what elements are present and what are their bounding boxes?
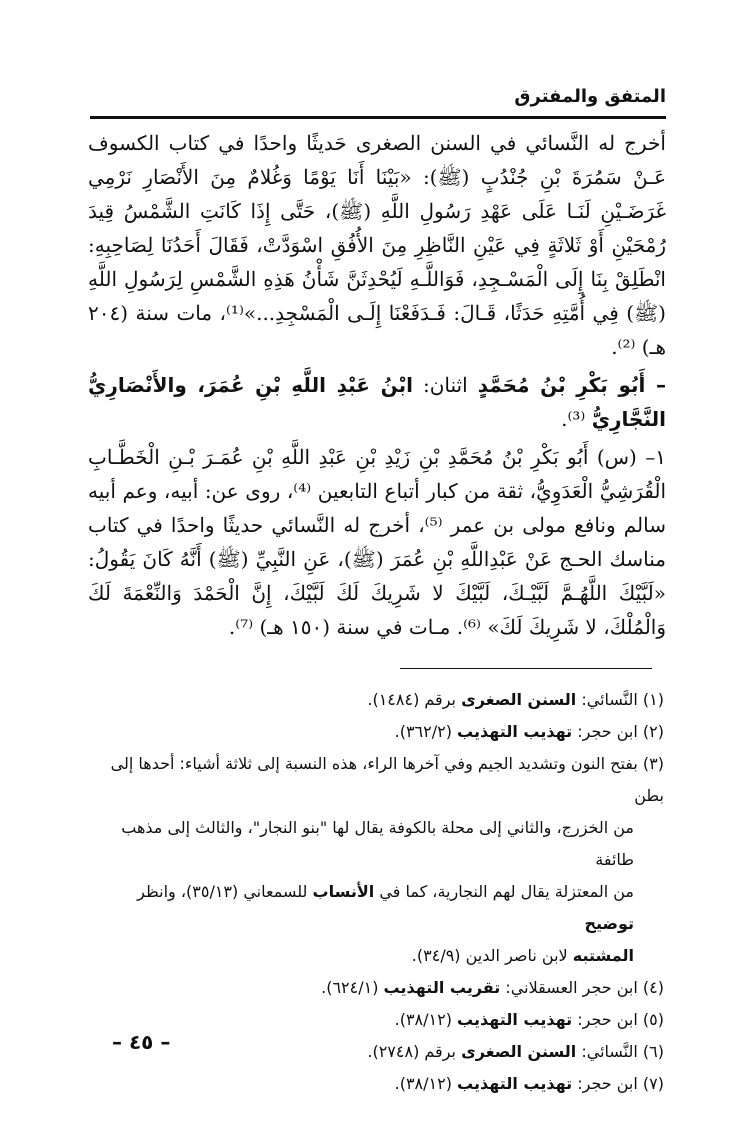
footnote-4: (٤) ابن حجر العسقلاني: تقريب التهذيب (٦٢٤/١). <box>321 978 664 997</box>
entry-names: ابْنُ عَبْدِ اللَّهِ بْنِ عُمَرَ، والأَنْصَارِيُّ النَّجَّارِيُّ <box>88 373 666 431</box>
entry-count: اثنان: <box>422 373 468 397</box>
footnotes <box>88 684 664 1100</box>
footnote-3: (٣) بفتح النون وتشديد الجيم وفي آخرها الراء، هذه النسبة إلى ثلاثة أشياء: أحدها إلى بطن من الخزرج، والثاني إلى محلة بالكوفة يقال لها "بنو النجار"، والثالث إلى مذهب طائفة من المعتزلة يقال لهم النجارية، كما في الأنساب للسمعاني (٣٥/١٣)، وانظر توضيح المشتبه لابن ناصر الدين (٣٤/٩). <box>110 754 664 965</box>
entry-heading: – أَبُو بَكْرِ بْنُ مُحَمَّدٍ <box>477 373 666 397</box>
footnote-7: (٧) ابن حجر: تهذيب التهذيب (٣٨/١٢). <box>394 1074 664 1093</box>
footnote-5: (٥) ابن حجر: تهذيب التهذيب (٣٨/١٢). <box>394 1010 664 1029</box>
main-text <box>88 126 666 644</box>
footnote-ref-3: ⁽³⁾. <box>561 407 586 431</box>
paragraph-1: أخرج له النَّسائي في السنن الصغرى حَديثًا واحدًا في كتاب الكسوف عَـنْ سَمُرَةَ بْنِ جُنْدُبٍ (ﷺ): «بَيْنَا أَنَا يَوْمًا وَغُلامٌ مِنَ الأَنْصَارِ نَرْمِي غَرَضَـيْنِ لَنَـا عَلَى عَهْدِ رَسُولِ اللَّهِ (ﷺ)، حَتَّى إِذَا كَانَتِ الشَّمْسُ قِيدَ رُمْحَيْنِ أَوْ ثَلاثَةٍ فِي عَيْنِ النَّاظِرِ مِنَ الأُفُقِ اسْوَدَّتْ، فَقَالَ أَحَدُنَا لِصَاحِبِهِ: انْطَلِقْ بِنَا إِلَى الْمَسْـجِدِ، فَوَاللَّـهِ لَيُحْدِثَنَّ شَأْنُ هَذِهِ الشَّمْسِ لِرَسُولِ اللَّهِ (ﷺ) فِي أُمَّتِهِ حَدَثًا، قَـالَ: فَـدَفَعْنَا إِلَـى الْمَسْجِدِ...»⁽¹⁾، مات سنة (٢٠٤ هـ) ⁽²⁾. <box>88 131 666 359</box>
footnote-6: (٦) النَّسائي: السنن الصغرى برقم (٢٧٤٨). <box>367 1042 664 1061</box>
paragraph-3: ١– (س) أَبُو بَكْرِ بْنُ مُحَمَّدِ بْنِ زَيْدِ بْنِ عَبْدِ اللَّهِ بْنِ عُمَـرَ بْـنِ الْخَطَّـابِ الْقُرَشِيُّ الْعَدَوِيُّ، ثقة من كبار أتباع التابعين ⁽⁴⁾، روى عن: أبيه، وعم أبيه سالم ونافع مولى بن عمر ⁽⁵⁾، أخرج له النَّسائي حديثًا واحدًا في كتاب مناسك الحـج عَنْ عَبْدِاللَّهِ بْنِ عُمَرَ (ﷺ)، عَنِ النَّبِيِّ (ﷺ) أَنَّهُ كَانَ يَقُولُ: «لَبَّيْكَ اللَّهُـمَّ لَبَّيْـكَ، لَبَّيْكَ لا شَرِيكَ لَكَ لَبَّيْكَ، إِنَّ الْحَمْدَ وَالنِّعْمَةَ لَكَ وَالْمُلْكَ، لا شَرِيكَ لَكَ» ⁽⁶⁾. مـات في سنة (١٥٠ هـ) ⁽⁷⁾. <box>88 445 667 639</box>
footnote-separator <box>400 668 652 669</box>
footnote-2: (٢) ابن حجر: تهذيب التهذيب (٣٦٢/٢). <box>394 722 664 741</box>
paragraph-2 <box>88 368 666 436</box>
page-number: – ٤٥ – <box>112 1030 171 1054</box>
running-header: المتفق والمفترق <box>514 86 666 107</box>
header-rule <box>90 116 666 119</box>
footnote-1: (١) النَّسائي: السنن الصغرى برقم (١٤٨٤). <box>367 690 664 709</box>
